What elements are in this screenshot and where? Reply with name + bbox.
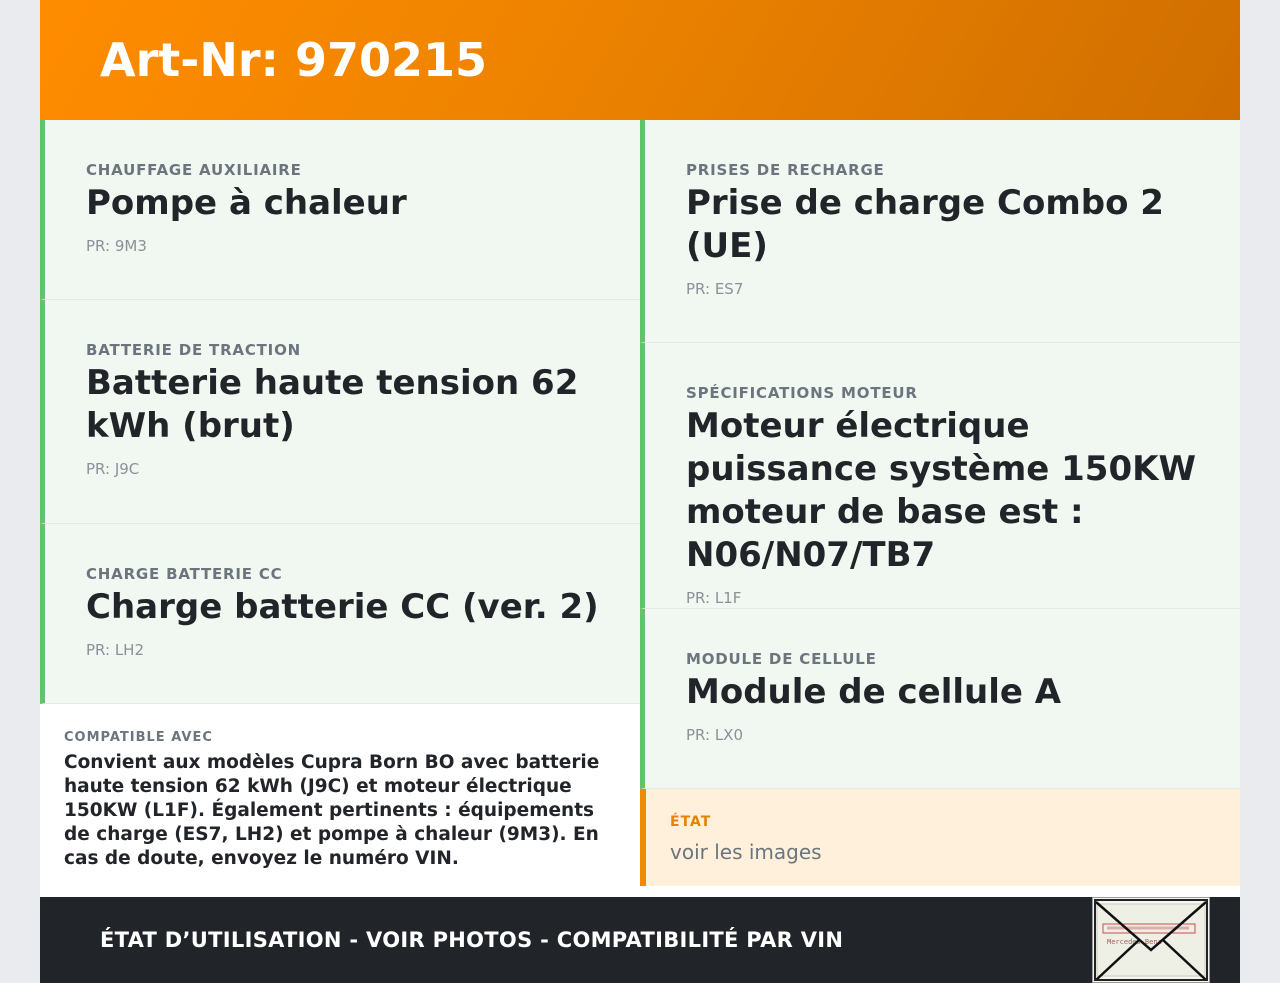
spec-card-battery [40, 300, 640, 524]
spec-value: Prise de charge Combo 2 (UE) [686, 183, 1164, 266]
spec-category: SPÉCIFICATIONS MOTEUR [686, 384, 918, 402]
spec-pr-code: PR: LX0 [686, 726, 744, 744]
spec-card-cell-module [640, 609, 1240, 789]
spec-category: MODULE DE CELLULE [686, 650, 877, 668]
spec-card-charge-socket [640, 120, 1240, 343]
footer-text: ÉTAT D’UTILISATION - VOIR PHOTOS - COMPATIBILITÉ PAR VIN [100, 928, 844, 952]
spec-pr-code: PR: ES7 [686, 280, 744, 298]
spec-pr-code: PR: L1F [686, 589, 742, 607]
spec-value: Module de cellule A [686, 672, 1062, 712]
article-number-title: Art-Nr: 970215 [100, 33, 488, 87]
thumbnail-text: Mercedes-Benz [1107, 938, 1162, 946]
condition-box [640, 789, 1240, 886]
spec-value: Pompe à chaleur [86, 183, 407, 223]
spec-card-heater [40, 120, 640, 300]
spec-category: BATTERIE DE TRACTION [86, 341, 301, 359]
product-sheet [40, 0, 1240, 983]
spec-pr-code: PR: J9C [86, 460, 140, 478]
spec-value: Charge batterie CC (ver. 2) [86, 587, 599, 627]
compatibility-text: Convient aux modèles Cupra Born BO avec batterie haute tension 62 kWh (J9C) et moteur électrique 150KW (L1F). Également pertinents : équipements de charge (ES7, LH2) et pompe à chaleur (9M3). En cas de doute, envoyez le numéro VIN. [64, 752, 600, 869]
spec-card-dc-charge [40, 524, 640, 704]
footer-bar [40, 897, 1240, 983]
spec-category: CHARGE BATTERIE CC [86, 565, 283, 583]
spec-value: Moteur électrique puissance système 150KW moteur de base est : N06/N07/TB7 [686, 406, 1196, 575]
spec-category: CHAUFFAGE AUXILIAIRE [86, 161, 302, 179]
header-bar [40, 0, 1240, 120]
spec-card-motor [640, 343, 1240, 609]
compatibility-label: COMPATIBLE AVEC [64, 730, 213, 745]
spec-category: PRISES DE RECHARGE [686, 161, 885, 179]
envelope-icon [1093, 898, 1209, 982]
spec-pr-code: PR: LH2 [86, 641, 145, 659]
compatibility-box [40, 704, 640, 897]
condition-label: ÉTAT [670, 814, 712, 830]
spec-grid [40, 120, 1240, 897]
spec-pr-code: PR: 9M3 [86, 237, 147, 255]
label-photo-thumbnail[interactable] [1092, 897, 1210, 983]
spec-value: Batterie haute tension 62 kWh (brut) [86, 363, 579, 446]
condition-value: voir les images [670, 840, 822, 864]
